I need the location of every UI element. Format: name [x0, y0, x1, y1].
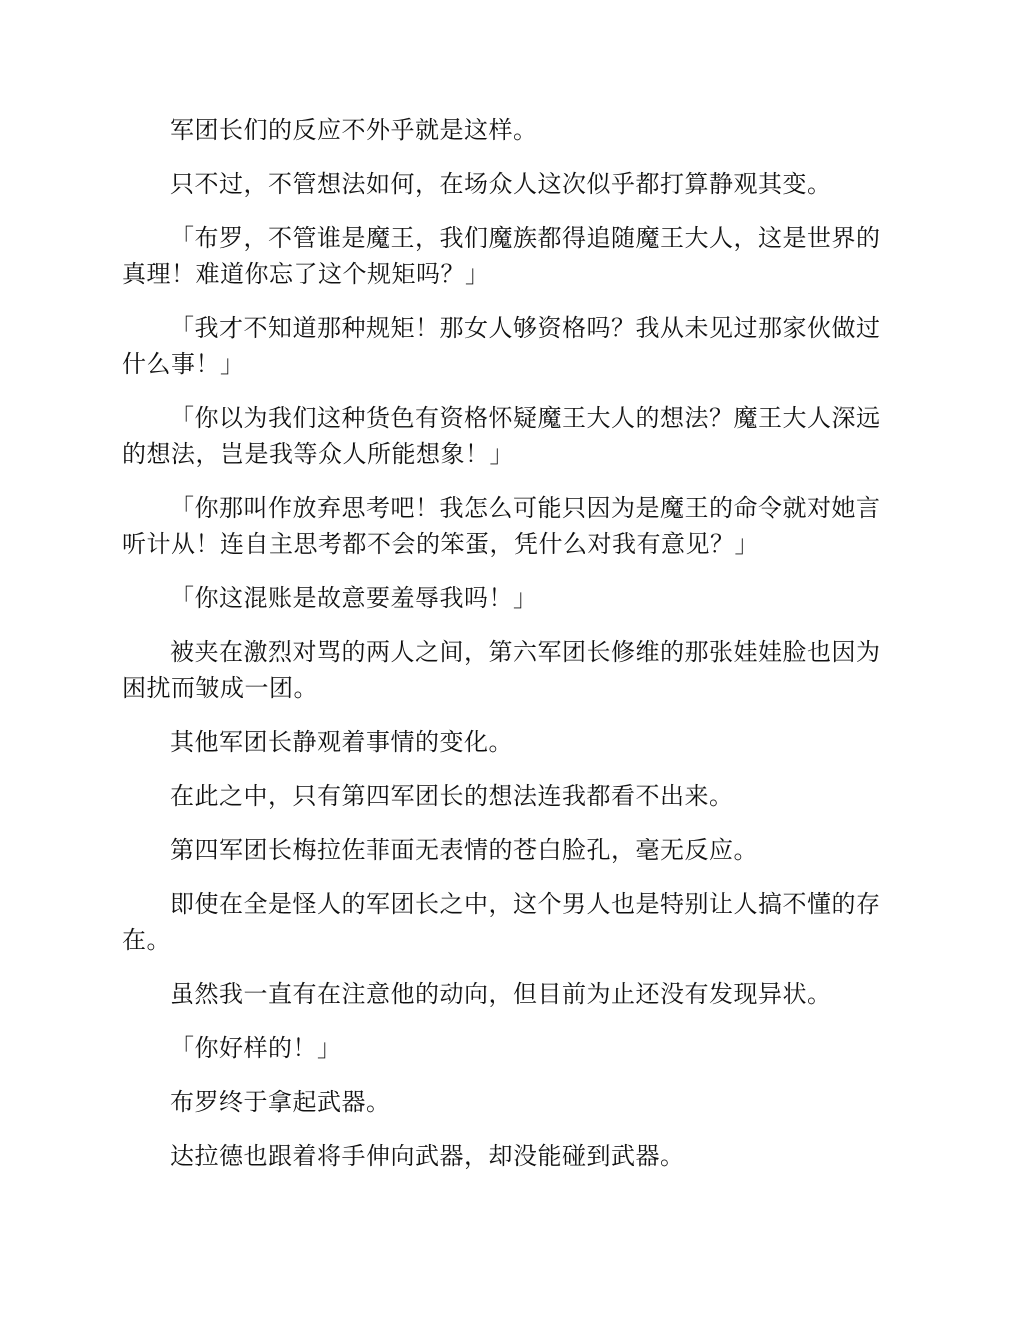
paragraph: 军团长们的反应不外乎就是这样。: [170, 116, 538, 144]
paragraph: 「我才不知道那种规矩！那女人够资格吗？我从未见过那家伙做过什么事！」: [122, 314, 881, 378]
paragraph: 被夹在激烈对骂的两人之间，第六军团长修维的那张娃娃脸也因为困扰而皱成一团。: [122, 638, 881, 702]
paragraph: 其他军团长静观着事情的变化。: [170, 728, 513, 756]
paragraph: 「你那叫作放弃思考吧！我怎么可能只因为是魔王的命令就对她言听计从！连自主思考都不会的笨蛋，凭什么对我有意见？」: [122, 494, 881, 558]
paragraph: 即使在全是怪人的军团长之中，这个男人也是特别让人搞不懂的存在。: [122, 890, 881, 954]
document-page: [122, 112, 898, 1192]
paragraph: 「你好样的！」: [170, 1034, 342, 1062]
paragraph: 「布罗，不管谁是魔王，我们魔族都得追随魔王大人，这是世界的真理！难道你忘了这个规矩吗？」: [122, 224, 881, 288]
paragraph: 第四军团长梅拉佐菲面无表情的苍白脸孔，毫无反应。: [170, 836, 758, 864]
paragraph: 布罗终于拿起武器。: [170, 1088, 391, 1116]
paragraph: 只不过，不管想法如何，在场众人这次似乎都打算静观其变。: [170, 170, 832, 198]
paragraph: 虽然我一直有在注意他的动向，但目前为止还没有发现异状。: [170, 980, 832, 1008]
paragraph: 「你这混账是故意要羞辱我吗！」: [170, 584, 538, 612]
paragraph: 在此之中，只有第四军团长的想法连我都看不出来。: [170, 782, 734, 810]
paragraph: 达拉德也跟着将手伸向武器，却没能碰到武器。: [170, 1142, 685, 1170]
paragraph: 「你以为我们这种货色有资格怀疑魔王大人的想法？魔王大人深远的想法，岂是我等众人所能想象！」: [122, 404, 881, 468]
